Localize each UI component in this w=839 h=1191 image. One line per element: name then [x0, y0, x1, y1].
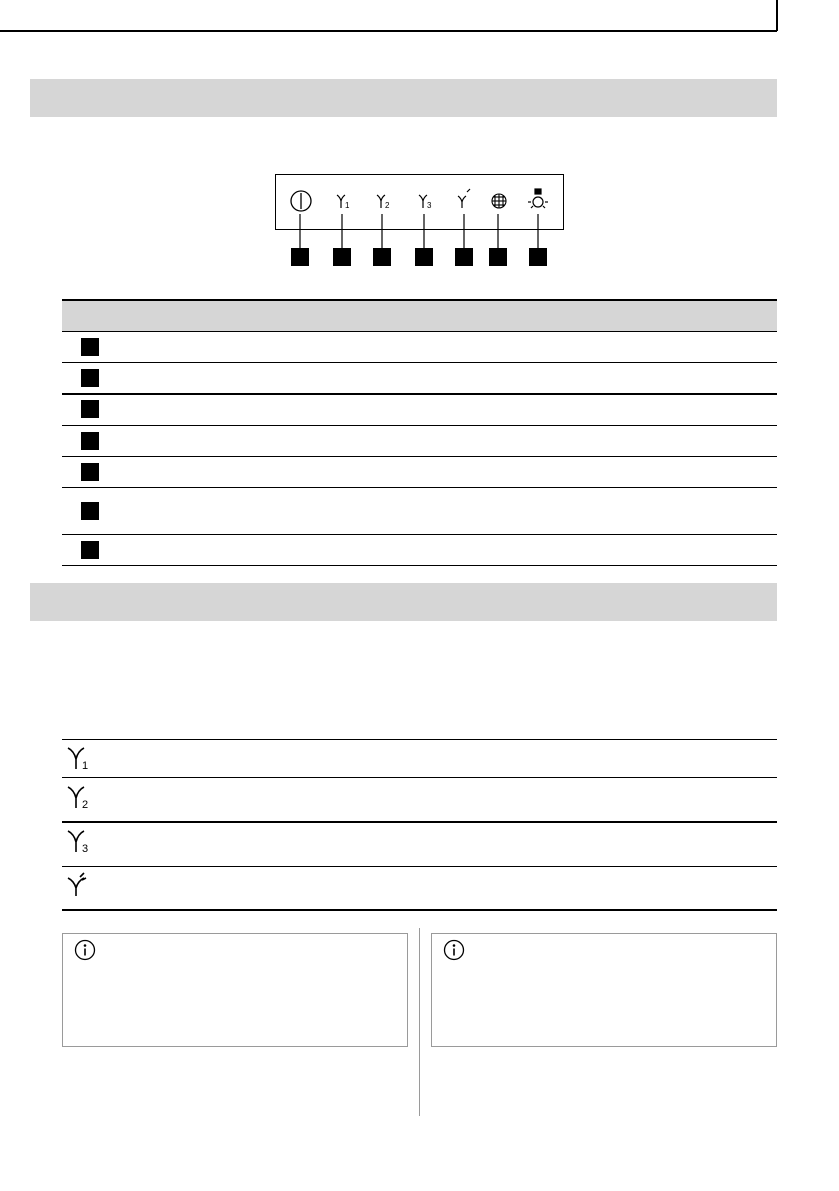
- callout-square-6: [489, 248, 507, 266]
- grease-filter-icon: [492, 194, 506, 208]
- fan-boost-icon: [64, 869, 104, 899]
- table-row-marker: [81, 338, 99, 356]
- fan-table-rule: [62, 777, 777, 778]
- info-icon: [443, 939, 465, 961]
- table-rule: [62, 534, 777, 535]
- table-row-marker: [81, 502, 99, 520]
- light-icon: [528, 189, 548, 208]
- svg-text:3: 3: [82, 843, 89, 855]
- power-icon: [291, 191, 311, 211]
- fan-table-bottom-rule: [62, 909, 777, 911]
- table-row-marker: [81, 432, 99, 450]
- table-header: [62, 301, 777, 331]
- callout-square-3: [373, 248, 391, 266]
- callout-square-2: [333, 248, 351, 266]
- callout-square-5: [455, 248, 473, 266]
- fan-speed-3-icon: [419, 195, 432, 210]
- table-bottom-rule: [62, 565, 777, 566]
- fan-speed-3-icon: [64, 825, 104, 855]
- callout-square-7: [529, 248, 547, 266]
- fan-speed-2-icon: [377, 195, 390, 210]
- table-rule: [62, 393, 777, 395]
- svg-text:1: 1: [345, 201, 350, 210]
- info-note-box: [62, 933, 408, 1047]
- table-row-marker: [81, 541, 99, 559]
- fan-speed-1-icon: [337, 195, 350, 210]
- operating-section-header: [30, 583, 777, 621]
- page-cut-mark: [0, 0, 839, 60]
- callout-square-1: [291, 248, 309, 266]
- svg-text:3: 3: [427, 201, 432, 210]
- fan-table-rule: [62, 866, 777, 867]
- table-rule: [62, 487, 777, 488]
- info-note-box: [431, 933, 777, 1047]
- column-divider: [419, 928, 420, 1116]
- callout-square-4: [415, 248, 433, 266]
- fan-table-top-rule: [62, 739, 777, 740]
- svg-text:1: 1: [82, 760, 89, 772]
- svg-text:2: 2: [82, 799, 89, 811]
- info-icon: [74, 939, 96, 961]
- table-row-marker: [81, 463, 99, 481]
- table-row-marker: [81, 369, 99, 387]
- fan-table-rule: [62, 821, 777, 823]
- fan-speed-1-icon: [64, 742, 104, 772]
- control-panel-section-header: [30, 79, 777, 117]
- table-rule: [62, 425, 777, 426]
- svg-text:2: 2: [385, 201, 390, 210]
- table-rule: [62, 331, 777, 332]
- table-rule: [62, 456, 777, 457]
- fan-speed-2-icon: [64, 781, 104, 811]
- fan-boost-icon: [458, 189, 470, 208]
- table-rule: [62, 362, 777, 363]
- control-panel-diagram: [270, 170, 570, 270]
- table-row-marker: [81, 400, 99, 418]
